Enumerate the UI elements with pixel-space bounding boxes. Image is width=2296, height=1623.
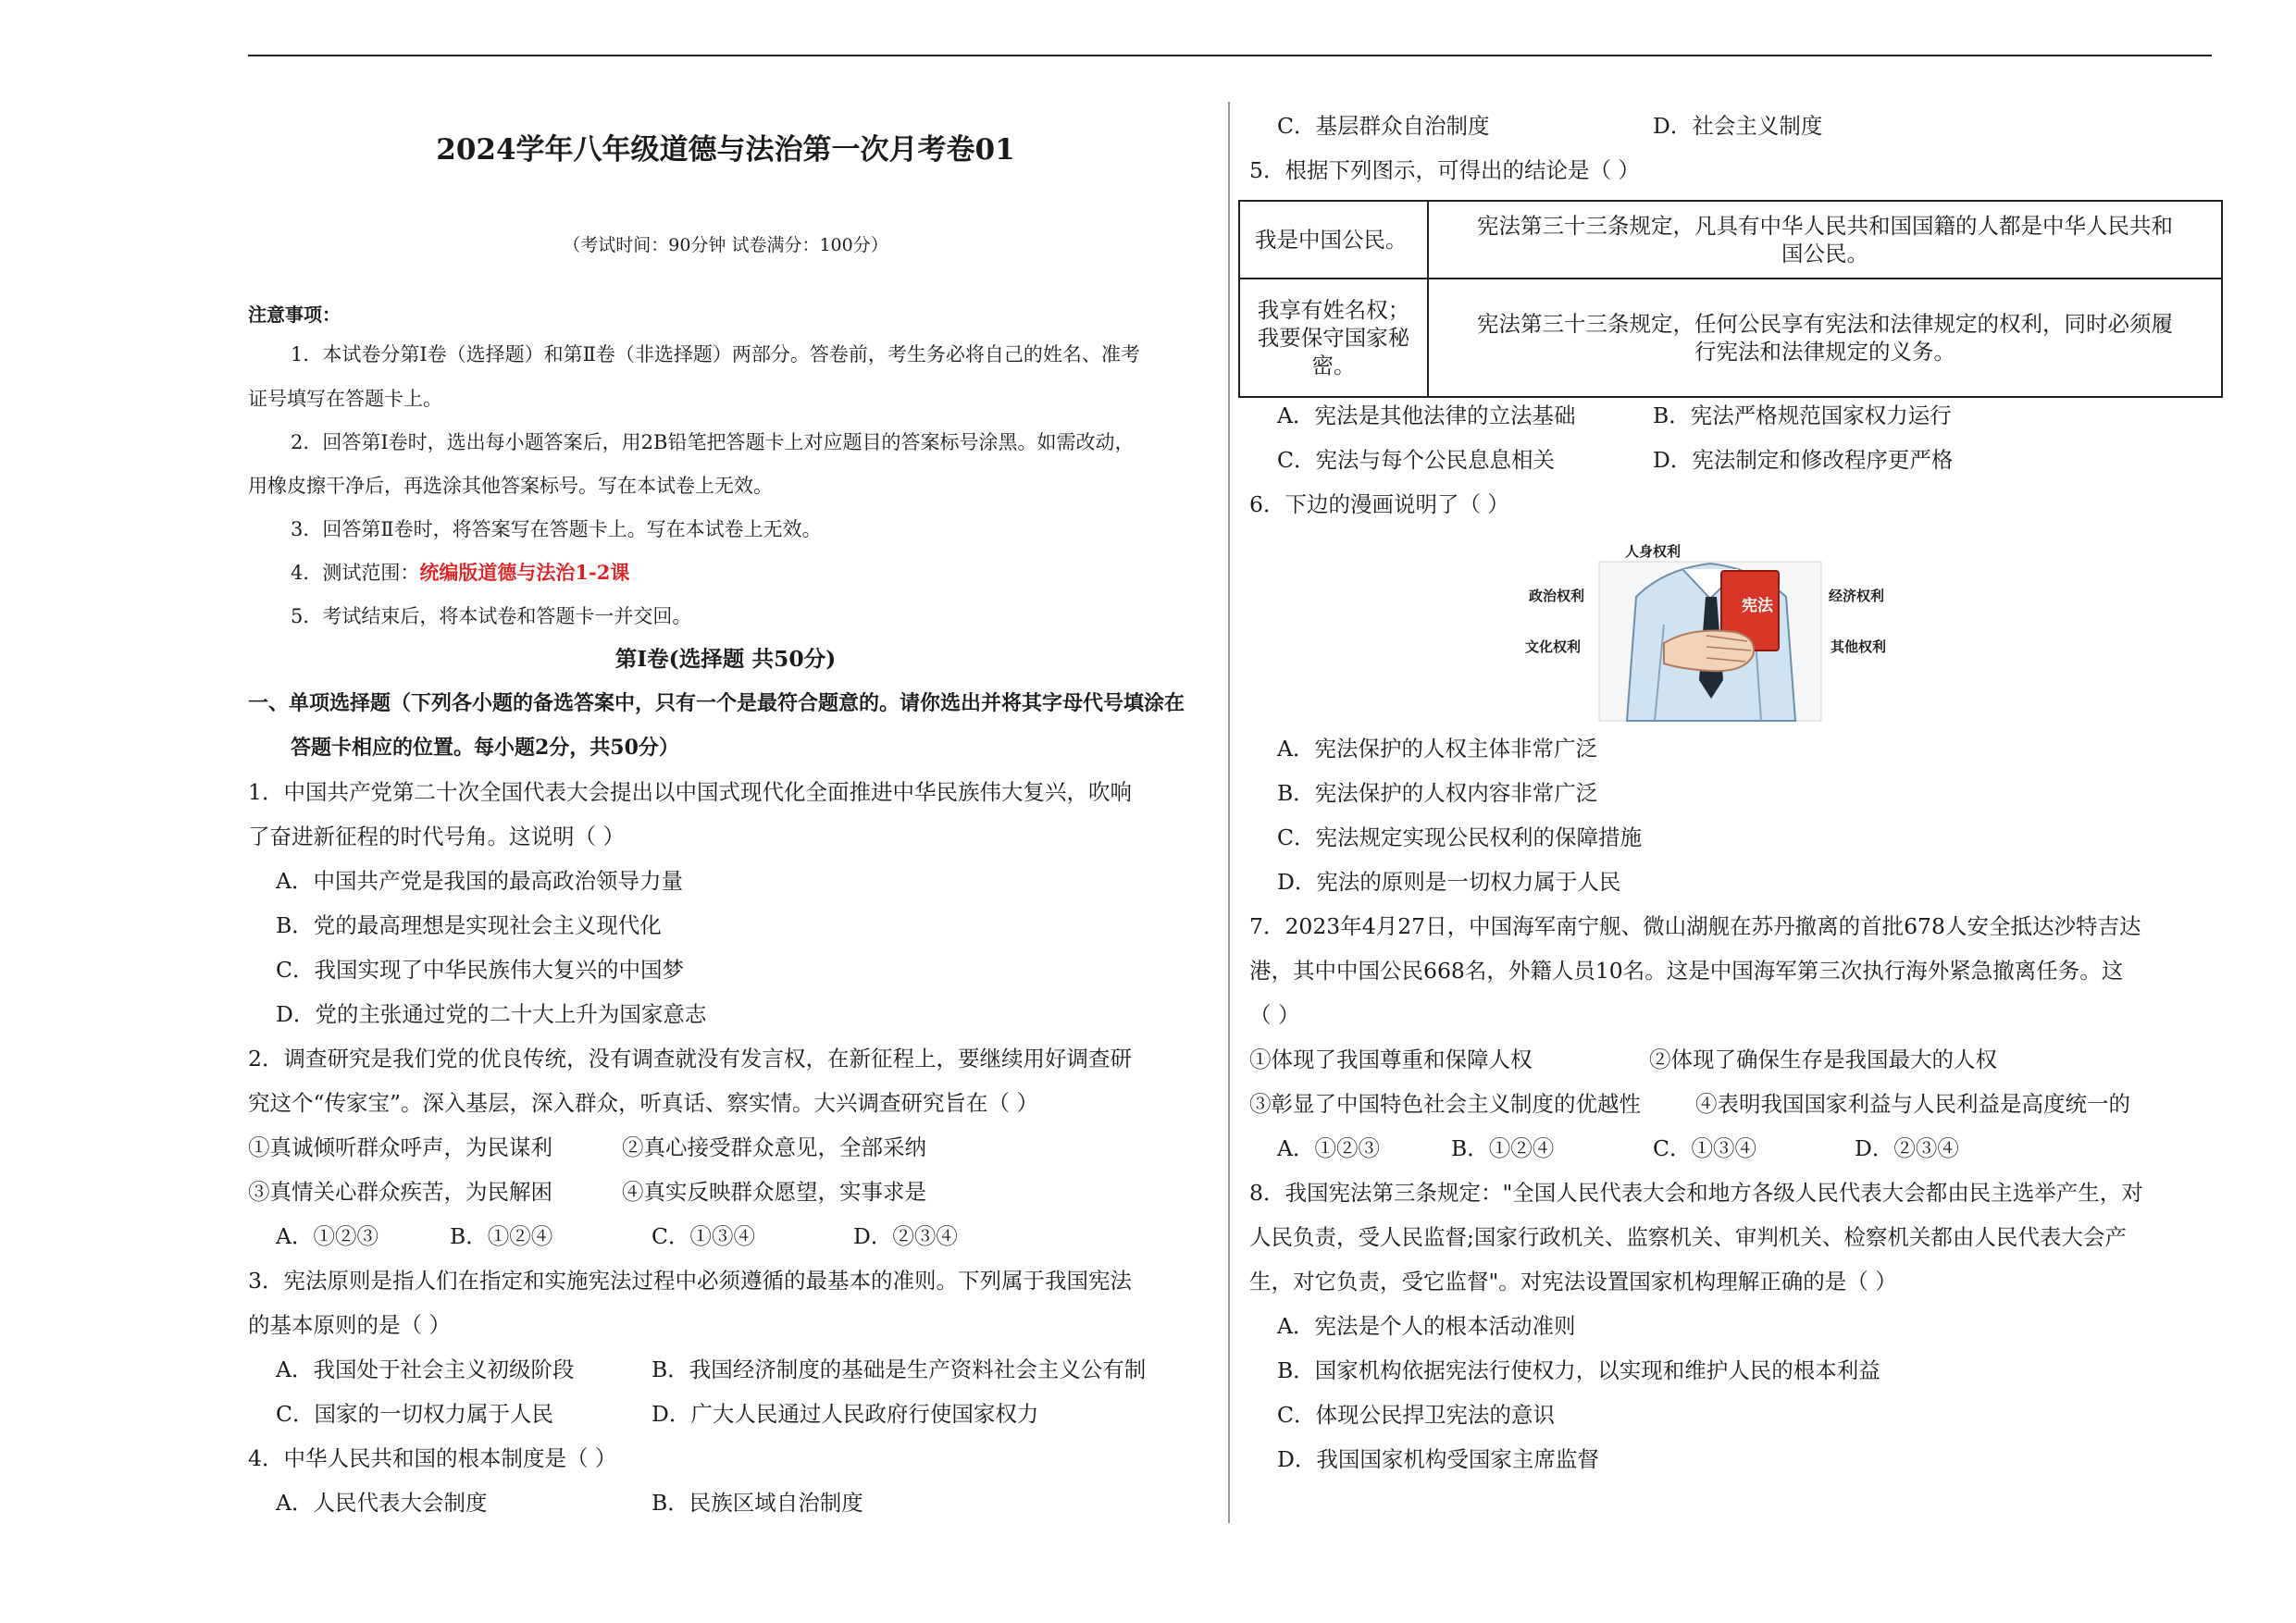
- q7-statement-1: ①体现了我国尊重和保障人权: [1249, 1047, 1533, 1072]
- q2-option-a: A．①②③: [276, 1223, 379, 1249]
- q5-table-cell-statement: [1239, 279, 1428, 397]
- q7-statement-3: ③彰显了中国特色社会主义制度的优越性: [1249, 1091, 1641, 1117]
- q3-option-b: B．我国经济制度的基础是生产资料社会主义公有制: [652, 1357, 1147, 1382]
- q3-stem-b: 的基本原则的是（ ）: [248, 1312, 451, 1338]
- q4-stem: 4．中华人民共和国的根本制度是（ ）: [248, 1445, 617, 1471]
- q5-r2c2a: 宪法第三十三条规定，任何公民享有宪法和法律规定的权利，同时必须履: [1477, 311, 2173, 337]
- q1-option-a: A．中国共产党是我国的最高政治领导力量: [276, 868, 683, 894]
- q3-option-c: C．国家的一切权力属于人民: [276, 1401, 553, 1427]
- q5-option-b: B．宪法严格规范国家权力运行: [1653, 403, 1952, 428]
- q4-option-d: D．社会主义制度: [1653, 113, 1823, 139]
- q4-option-a: A．人民代表大会制度: [276, 1490, 488, 1516]
- q7-stem-c: （ ）: [1249, 1002, 1300, 1028]
- note-4-prefix: 4．测试范围：: [291, 562, 420, 584]
- q3-option-d: D．广大人民通过人民政府行使国家权力: [652, 1401, 1039, 1427]
- q7-statement-2: ②体现了确保生存是我国最大的人权: [1649, 1047, 1997, 1072]
- q1-option-c: C．我国实现了中华民族伟大复兴的中国梦: [276, 957, 684, 983]
- q2-option-d: D．②③④: [853, 1223, 958, 1249]
- q2-statement-3: ③真情关心群众疾苦，为民解困: [248, 1179, 552, 1205]
- q8-option-d: D．我国国家机构受国家主席监督: [1277, 1446, 1599, 1472]
- q8-stem-c: 生，对它负责，受它监督"。对宪法设置国家机构理解正确的是（ ）: [1249, 1269, 1897, 1295]
- q2-stem-b: 究这个“传家宝”。深入基层，深入群众，听真话、察实情。大兴调查研究旨在（ ）: [248, 1090, 1038, 1116]
- q6-option-d: D．宪法的原则是一切权力属于人民: [1277, 869, 1621, 895]
- q5-option-d: D．宪法制定和修改程序更严格: [1653, 447, 1954, 473]
- q5-r1c2b: 国公民。: [1781, 241, 1868, 266]
- q8-stem-a: 8．我国宪法第三条规定："全国人民代表大会和地方各级人民代表大会都由民主选举产生，对: [1249, 1180, 2143, 1206]
- q7-stem-b: 港，其中中国公民668名，外籍人员10名。这是中国海军第三次执行海外紧急撤离任务。这: [1249, 958, 2124, 984]
- q5-r2c1c: 密。: [1311, 353, 1356, 378]
- q1-option-b: B．党的最高理想是实现社会主义现代化: [276, 912, 662, 938]
- q8-option-a: A．宪法是个人的根本活动准则: [1277, 1313, 1576, 1339]
- q5-r2c1b: 我要保守国家秘: [1257, 325, 1410, 351]
- cartoon-label-cultural: 文化权利: [1525, 638, 1582, 655]
- q5-option-a: A．宪法是其他法律的立法基础: [1277, 403, 1576, 428]
- q7-option-a: A．①②③: [1277, 1135, 1380, 1161]
- cartoon-label-political: 政治权利: [1529, 588, 1585, 604]
- q5-r2c1a: 我享有姓名权；: [1257, 297, 1410, 323]
- q2-statement-2: ②真心接受群众意见，全部采纳: [622, 1134, 926, 1160]
- q2-stem-a: 2．调查研究是我们党的优良传统，没有调查就没有发言权，在新征程上，要继续用好调查研: [248, 1046, 1132, 1072]
- q5-r1c1: 我是中国公民。: [1255, 227, 1408, 253]
- q6-stem: 6．下边的漫画说明了（ ）: [1249, 491, 1509, 517]
- q8-option-b: B．国家机构依据宪法行使权力，以实现和维护人民的根本利益: [1277, 1357, 1880, 1383]
- part1-heading: 第Ⅰ卷(选择题 共50分): [614, 646, 837, 672]
- q2-statement-1: ①真诚倾听群众呼声，为民谋利: [248, 1134, 552, 1160]
- q3-option-a: A．我国处于社会主义初级阶段: [276, 1357, 575, 1382]
- q5-table-cell-article: [1428, 279, 2222, 397]
- q7-option-c: C．①③④: [1653, 1135, 1756, 1161]
- cartoon-illustration: [1525, 541, 1895, 722]
- q1-option-d: D．党的主张通过党的二十大上升为国家意志: [276, 1001, 707, 1027]
- cartoon-book-label: 宪法: [1742, 597, 1773, 615]
- q4-option-c: C．基层群众自治制度: [1277, 113, 1490, 139]
- header-rule: [248, 55, 2212, 56]
- cartoon-label-economic: 经济权利: [1829, 588, 1885, 604]
- note-2a: 2．回答第Ⅰ卷时，选出每小题答案后，用2B铅笔把答题卡上对应题目的答案标号涂黑。如需改动，: [291, 431, 1135, 453]
- q1-stem-a: 1．中国共产党第二十次全国代表大会提出以中国式现代化全面推进中华民族伟大复兴，吹响: [248, 779, 1132, 805]
- q6-option-b: B．宪法保护的人权内容非常广泛: [1277, 780, 1598, 806]
- test-range: 统编版道德与法治1-2课: [419, 561, 630, 584]
- q5-table-cell-article: [1428, 201, 2222, 279]
- note-5: 5．考试结束后，将本试卷和答题卡一并交回。: [291, 605, 692, 627]
- q8-stem-b: 人民负责，受人民监督;国家行政机关、监察机关、审判机关、检察机关都由人民代表大会产: [1249, 1224, 2127, 1250]
- q5-stem: 5．根据下列图示，可得出的结论是（ ）: [1249, 157, 1640, 183]
- q5-table-row: [1239, 201, 2222, 279]
- note-1b: 证号填写在答题卡上。: [248, 388, 442, 410]
- note-3: 3．回答第Ⅱ卷时，将答案写在答题卡上。写在本试卷上无效。: [291, 518, 822, 540]
- exam-title: 2024学年八年级道德与法治第一次月考卷01: [436, 133, 1015, 167]
- q5-table: [1238, 200, 2223, 398]
- note-1a: 1．本试卷分第Ⅰ卷（选择题）和第Ⅱ卷（非选择题）两部分。答卷前，考生务必将自己的姓名、准考: [291, 343, 1140, 365]
- q7-stem-a: 7．2023年4月27日，中国海军南宁舰、微山湖舰在苏丹撤离的首批678人安全抵达沙特吉达: [1249, 913, 2141, 939]
- q2-option-b: B．①②④: [450, 1223, 553, 1249]
- q6-cartoon: [1525, 541, 1895, 722]
- q7-option-b: B．①②④: [1451, 1135, 1555, 1161]
- q8-option-c: C．体现公民捍卫宪法的意识: [1277, 1402, 1555, 1428]
- cartoon-label-personal: 人身权利: [1625, 543, 1682, 560]
- q5-r2c2b: 行宪法和法律规定的义务。: [1694, 339, 1955, 365]
- q5-option-c: C．宪法与每个公民息息相关: [1277, 447, 1555, 473]
- q6-option-a: A．宪法保护的人权主体非常广泛: [1277, 736, 1597, 762]
- q5-table-cell-statement: [1239, 201, 1428, 279]
- q7-option-d: D．②③④: [1855, 1135, 1959, 1161]
- q4-option-b: B．民族区域自治制度: [652, 1490, 863, 1516]
- section1-heading-a: 一、单项选择题（下列各小题的备选答案中，只有一个是最符合题意的。请你选出并将其字母代号填涂在: [248, 691, 1185, 715]
- q2-statement-4: ④真实反映群众愿望，实事求是: [622, 1179, 926, 1205]
- section1-heading-b: 答题卡相应的位置。每小题2分，共50分）: [291, 736, 679, 760]
- q6-option-c: C．宪法规定实现公民权利的保障措施: [1277, 824, 1642, 850]
- note-2b: 用橡皮擦干净后，再选涂其他答案标号。写在本试卷上无效。: [248, 475, 773, 497]
- column-divider: [1228, 102, 1230, 1523]
- exam-meta: （考试时间：90分钟 试卷满分：100分）: [563, 235, 888, 255]
- q2-option-c: C．①③④: [652, 1223, 755, 1249]
- q1-stem-b: 了奋进新征程的时代号角。这说明（ ）: [248, 824, 625, 849]
- note-4: [291, 559, 629, 587]
- q3-stem-a: 3．宪法原则是指人们在指定和实施宪法过程中必须遵循的最基本的准则。下列属于我国宪法: [248, 1268, 1132, 1294]
- q5-table-row: [1239, 279, 2222, 397]
- q7-statement-4: ④表明我国国家利益与人民利益是高度统一的: [1695, 1091, 2130, 1117]
- q5-r1c2a: 宪法第三十三条规定，凡具有中华人民共和国国籍的人都是中华人民共和: [1477, 213, 2173, 239]
- cartoon-label-other: 其他权利: [1831, 638, 1887, 655]
- notes-heading: 注意事项：: [248, 304, 341, 326]
